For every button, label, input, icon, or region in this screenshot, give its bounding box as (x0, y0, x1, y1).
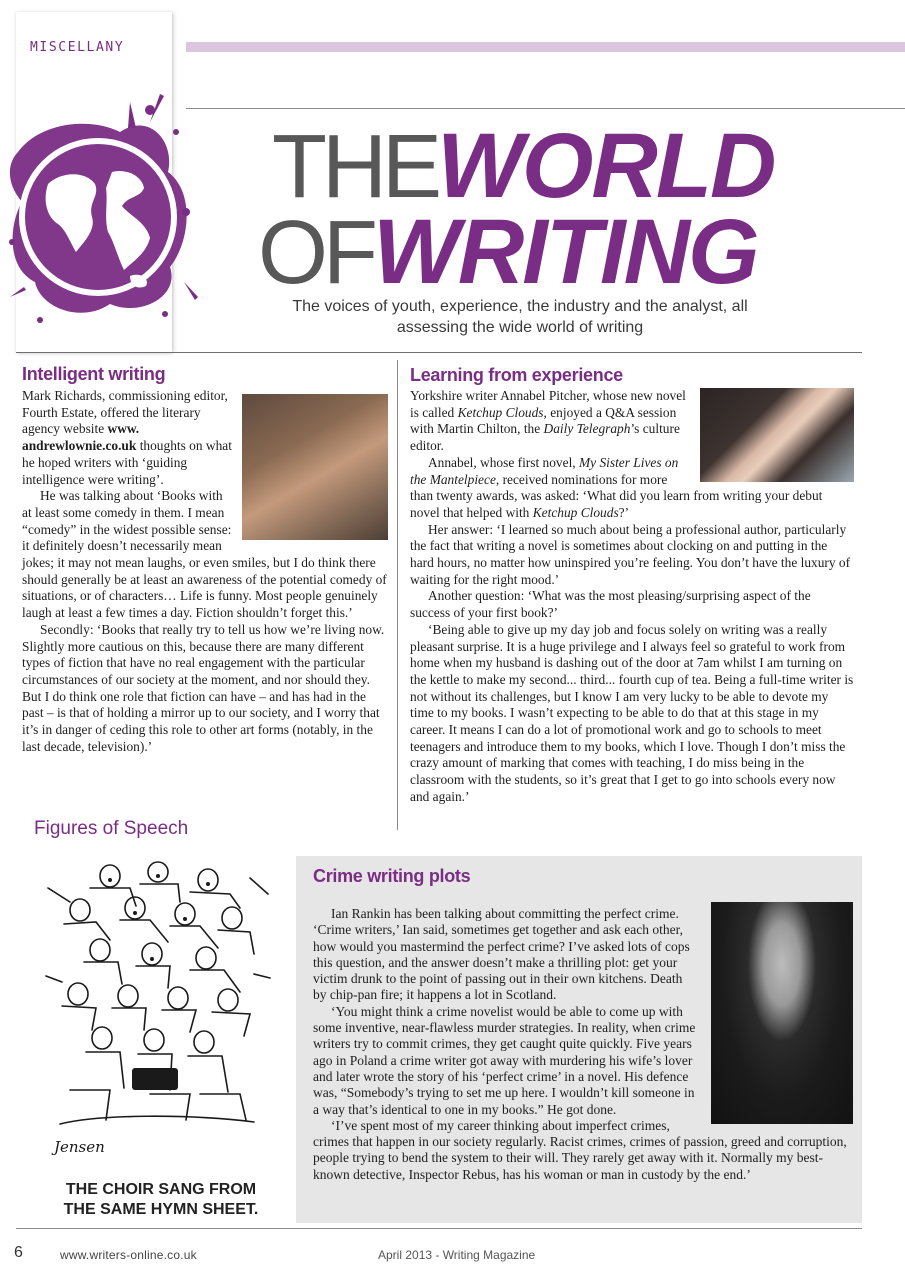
footer-issue: April 2013 - Writing Magazine (378, 1248, 536, 1262)
mark-richards-photo (242, 394, 388, 540)
header-top-rule (186, 108, 905, 109)
ian-rankin-photo (711, 902, 853, 1124)
title-row-2 (258, 201, 758, 303)
learning-p3: Her answer: ‘I learned so much about being a professional author, particularly the fact that writing a novel is sometimes about clocking on and putting in the hard hours, no matter how uninspired you’re feeling. You don’t have the luxury of waiting for the right mood.’ (410, 521, 851, 587)
cartoon-caption (26, 1180, 296, 1220)
learning-body (410, 388, 854, 806)
page-number: 6 (14, 1244, 23, 1261)
cartoon-signature: Jensen (54, 1138, 105, 1156)
crime-p3: ‘I’ve spent most of my career thinking about imperfect crimes, crimes that happen in our society regularly. Racist crimes, crimes of passion, greed and corruption, people trying to bend the system to their will. They rarely get away with it. Normally my best-known detective, Inspector Rebus, has his woman or man in custody by the end.’ (313, 1117, 847, 1182)
agency-website-link[interactable]: www. andrewlownie.co.uk (22, 421, 140, 454)
intelligent-writing-p2: He was talking about ‘Books with at least some comedy in them. I mean “comedy” in the widest possible sense: it definitely doesn’t necessarily mean jokes; it may not mean laughs, or even smiles, but I do think there should generally be at least an awareness of the potential comedy of situations, or of characters… Life is funny. Most people genuinely laugh at least a few times a day. Fiction shouldn’t forget this.’ (22, 488, 387, 621)
r-p1-c: ’s culture editor. (410, 421, 680, 454)
crime-writing-heading: Crime writing plots (313, 866, 471, 886)
r-p2-b: , received nominations for more than twenty awards, was asked: ‘What did you learn from writing your debut novel that helped with (410, 471, 823, 520)
learning-heading: Learning from experience (410, 365, 623, 385)
intelligent-writing-article (22, 364, 388, 755)
r-p2-book2: Ketchup Clouds (532, 504, 619, 520)
p1-text-a: Mark Richards, commissioning editor, Fourth Estate, offered the literary agency website (22, 388, 228, 437)
subtitle-line-2: assessing the wide world of writing (396, 319, 644, 336)
globe-splash-icon (0, 92, 200, 328)
intelligent-writing-p3: Secondly: ‘Books that really try to tell us how we’re living now. Slightly more cautious on this, because there are many different types of fiction that have no real engagement with the particular circumstances of our society at the moment, and nor should they. But I do think one role that fiction can have – and has had in the past – is that of holding a mirror up to our society, and I worry that it’s in danger of ceding this role to other art forms (notably, in the last decade, television).’ (22, 621, 385, 754)
intelligent-writing-body (22, 388, 388, 755)
annabel-pitcher-photo (700, 388, 854, 482)
title-the: THE (272, 117, 437, 217)
section-label: MISCELLANY (30, 40, 125, 55)
subtitle-line-1: The voices of youth, experience, the industry and the analyst, all (292, 298, 748, 315)
r-p1-a: Yorkshire writer Annabel Pitcher, whose new novel is called (410, 388, 686, 420)
title-of: OF (258, 203, 373, 303)
choir-cartoon-illustration (40, 858, 272, 1158)
r-p1-paper: Daily Telegraph (543, 421, 631, 437)
title-writing: WRITING (372, 201, 758, 303)
header-rule (16, 352, 862, 353)
learning-p5: ‘Being able to give up my day job and focus solely on writing was a really pleasant surprise. It is a huge privilege and I always feel so grateful to work from home when my husband is dashing out of the door at 7am whilst I am turning on the kettle to make my second... third... fourth cup of tea. Being a full-time writer is not without its challenges, but I know I am very lucky to be able to devote my time to my books. I wasn’t expecting to be able to do that at this stage in my career. It means I can do a lot of promotional work and go to schools to meet teenagers and introduce them to my books, which I love. Though I don’t miss the crazy amount of marking that comes with teaching, I do miss being in the classroom with the students, so it’s great that I get to go into schools every now and again.’ (410, 621, 854, 804)
r-p2-a: Annabel, whose first novel, (428, 454, 579, 470)
figures-of-speech-heading: Figures of Speech (34, 818, 189, 839)
r-p2-book: My Sister Lives on the Mantelpiece (410, 454, 679, 487)
column-divider (397, 360, 398, 830)
caption-line-2: THE SAME HYMN SHEET. (63, 1201, 259, 1218)
p1-text-b: thoughts on what he hoped writers with ‘guiding intelligence were writing’. (22, 438, 232, 487)
header-color-bar (186, 42, 905, 52)
intelligent-writing-heading: Intelligent writing (22, 364, 166, 384)
r-p1-book: Ketchup Clouds (457, 404, 544, 420)
page-subtitle (230, 296, 810, 338)
title-world: WORLD (437, 115, 775, 217)
footer-website-link[interactable]: www.writers-online.co.uk (60, 1248, 197, 1262)
crime-writing-body (313, 906, 853, 1183)
learning-from-experience-article (410, 365, 854, 806)
crime-p1: Ian Rankin has been talking about committing the perfect crime. ‘Crime writers,’ Ian said, sometimes get together and ask each other, how would you mastermind the perfect crime? I’ve asked lots of cops this question, and the answer doesn’t make a thrilling plot: get your victim drunk to the point of passing out in their own kitchens. Death by chip-pan fire; it happens a lot in Scotland. (313, 906, 690, 1003)
r-p2-c: ?’ (618, 504, 630, 520)
r-p1-b: , enjoyed a Q&A session with Martin Chilton, the (410, 404, 677, 437)
caption-line-1: THE CHOIR SANG FROM (65, 1181, 257, 1198)
title-row-1 (272, 115, 775, 217)
learning-p4: Another question: ‘What was the most pleasing/surprising aspect of the success of your first book?’ (410, 588, 811, 621)
footer-rule (16, 1228, 862, 1229)
crime-p2: ‘You might think a crime novelist would be able to come up with some inventive, near-flawless murder strategies. In reality, when crime writers try to commit crimes, they get caught quite quickly. Five years ago in Poland a crime writer got away with murdering his wife’s lover and later wrote the story of his ‘perfect crime’ in a novel. His defence was, “Somebody’s trying to set me up here. I wouldn’t kill someone in a way that’s identical to one in my books.” He got done. (313, 1003, 696, 1117)
